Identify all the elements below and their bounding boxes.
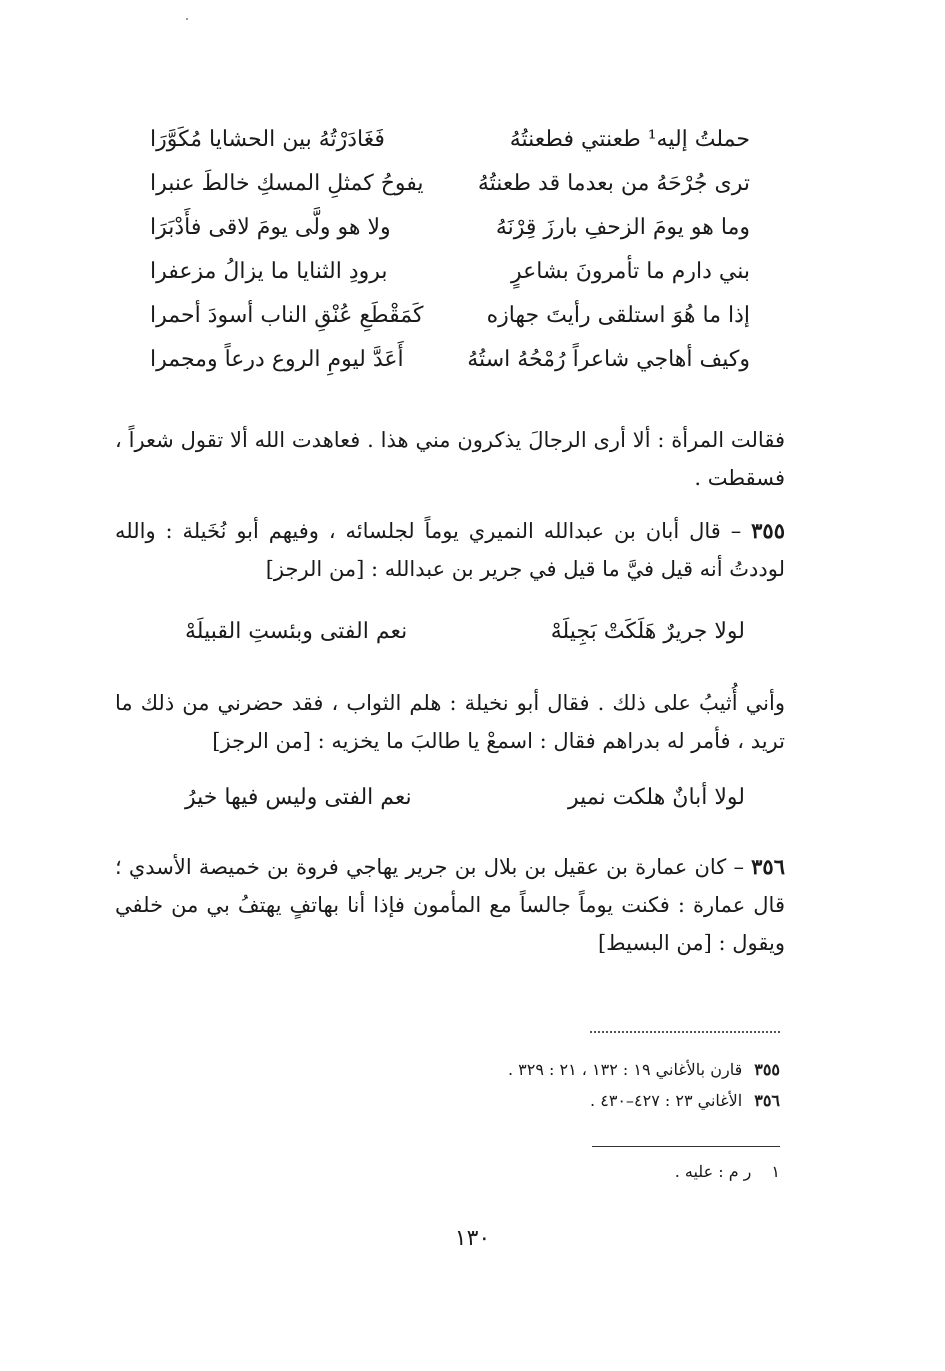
note-number: ١ bbox=[771, 1162, 780, 1181]
verse-first-hemistich: ترى جُرْحَهُ من بعدما قد طعنتُهُ bbox=[477, 171, 750, 196]
scan-mark bbox=[186, 18, 188, 20]
verse-second-hemistich: برودِ الثنايا ما يزالُ مزعفرا bbox=[150, 259, 388, 284]
verse-line bbox=[150, 338, 750, 382]
verse-second-hemistich: نعم الفتى وليس فيها خيرُ bbox=[185, 785, 412, 810]
verse-line bbox=[150, 162, 750, 206]
verse-second-hemistich: كَمَقْطَعِ عُنْقِ الناب أسودَ أحمرا bbox=[150, 303, 424, 328]
verse-first-hemistich: وكيف أهاجي شاعراً رُمْحُهُ استُهُ bbox=[467, 347, 750, 372]
verse-second-hemistich: نعم الفتى وبئستِ القبيلَهْ bbox=[185, 619, 408, 644]
verse-line bbox=[150, 206, 750, 250]
verse-line bbox=[150, 118, 750, 162]
poem-block bbox=[150, 118, 750, 382]
prose-paragraph: وأني أُثيبُ على ذلك . فقال أبو نخيلة : هلم الثواب ، فقد حضرني من ذلك ما تريد ، فأمر له بدراهم فقال : اسمعْ يا طالبَ ما يخزيه : [من الرجز] bbox=[115, 691, 785, 753]
footnote-text: الأغاني ٢٣ : ٤٢٧–٤٣٠ . bbox=[590, 1091, 743, 1110]
page-number: ١٣٠ bbox=[454, 1226, 491, 1251]
entry-number: ٣٥٥ bbox=[751, 518, 785, 543]
entry-356 bbox=[115, 848, 785, 962]
entry-text: – كان عمارة بن عقيل بن بلال بن جرير يهاجي فروة بن خميصة الأسدي ؛ قال عمارة : فكنت يوماً جالساً مع المأمون فإذا أنا بهاتفٍ يهتفُ بي من خلفي ويقول : [من البسيط] bbox=[115, 855, 785, 955]
footnote-separator-solid bbox=[592, 1146, 780, 1147]
footnote-356 bbox=[590, 1089, 780, 1113]
verse-first-hemistich: لولا أبانٌ هلكت نمير bbox=[568, 785, 745, 810]
entry-number: ٣٥٦ bbox=[751, 854, 785, 879]
verse-first-hemistich: وما هو يومَ الزحفِ بارزَ قِرْنَهُ bbox=[495, 215, 750, 240]
verse-line bbox=[150, 294, 750, 338]
verse-second-hemistich: يفوحُ كمثلِ المسكِ خالطَ عنبرا bbox=[150, 171, 424, 196]
verse-first-hemistich: لولا جريرٌ هَلَكَتْ بَجِيلَهْ bbox=[550, 619, 745, 644]
footnote-number: ٣٥٥ bbox=[754, 1060, 780, 1079]
verse-line bbox=[150, 250, 750, 294]
verse-second-hemistich: ولا هو ولَّى يومَ لاقى فأَدْبَرَا bbox=[150, 215, 391, 240]
verse-first-hemistich: إذا ما هُوَ استلقى رأيتَ جهازه bbox=[486, 303, 750, 328]
verse-first-hemistich: حملتُ إليه¹ طعنتي فطعنتُهُ bbox=[509, 127, 750, 152]
footnote-355 bbox=[508, 1058, 780, 1082]
textual-note bbox=[675, 1160, 780, 1184]
verse-first-hemistich: بني دارم ما تأمرونَ بشاعرٍ bbox=[511, 259, 750, 284]
footnote-separator-dotted bbox=[590, 1031, 780, 1033]
footnote-number: ٣٥٦ bbox=[754, 1091, 780, 1110]
verse-second-hemistich: أَعَدَّ ليومِ الروع درعاً ومجمرا bbox=[150, 347, 404, 372]
verse-second-hemistich: فَغَادَرْتُهُ بين الحشايا مُكَوَّرَا bbox=[150, 127, 385, 152]
prose-paragraph: فقالت المرأة : ألا أرى الرجالَ يذكرون مني هذا . فعاهدت الله ألا تقول شعراً ، فسقطت . bbox=[115, 428, 785, 490]
note-text: ر م : عليه . bbox=[674, 1162, 752, 1181]
entry-text: – قال أبان بن عبدالله النميري يوماً لجلسائه ، وفيهم أبو نُخَيلة : والله لوددتُ أنه قيل فيَّ ما قيل في جرير بن عبدالله : [من الرجز] bbox=[115, 519, 785, 581]
entry-355 bbox=[115, 512, 785, 588]
footnote-text: قارن بالأغاني ١٩ : ١٣٢ ، ٢١ : ٣٢٩ . bbox=[507, 1060, 743, 1079]
